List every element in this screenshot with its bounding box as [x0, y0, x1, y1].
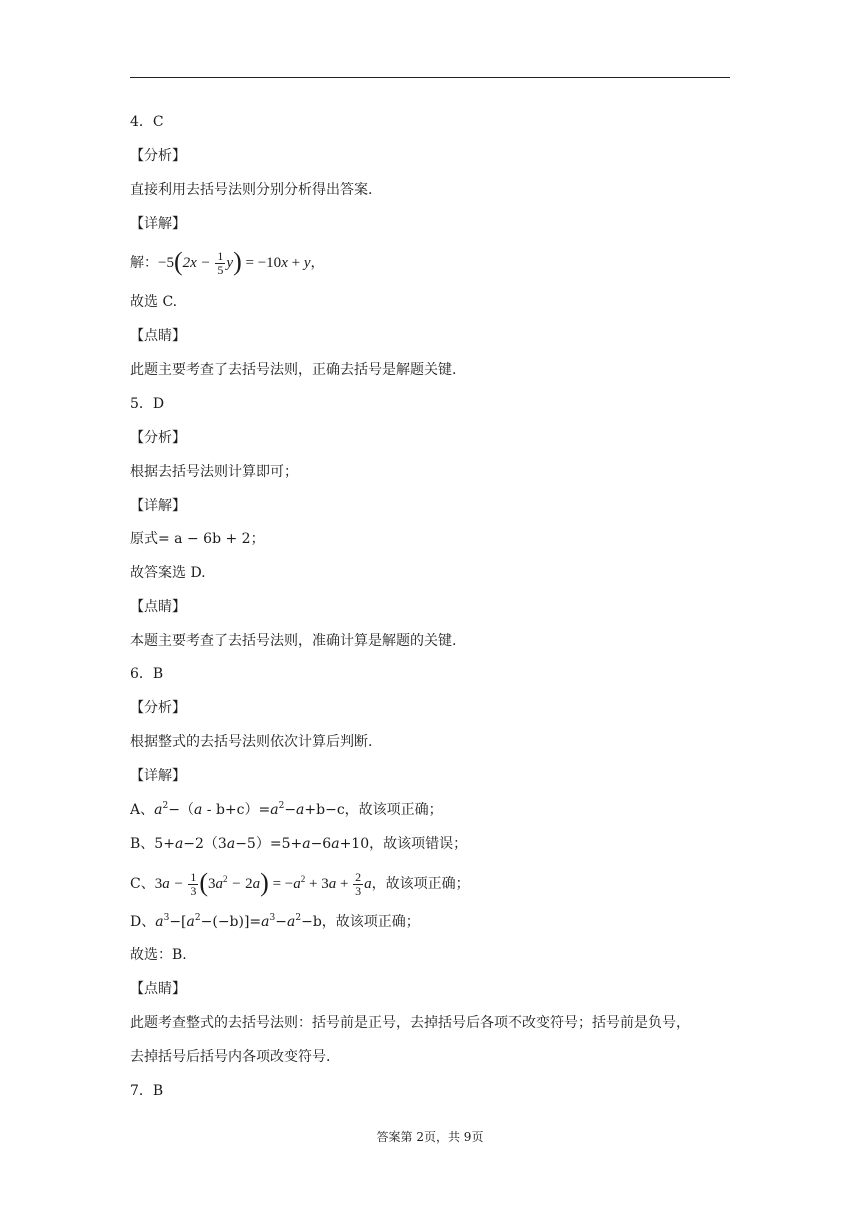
q6-heading: 6．B [130, 666, 164, 682]
q4-detail-tag: 【详解】 [130, 216, 186, 232]
q6-conclusion: 故选：B. [130, 947, 187, 963]
q5-conclusion: 故答案选 D. [130, 565, 206, 581]
q6-option-a: A、$a^2-(a - b+c)=a^2-a+b-c$，故该项正确； [130, 801, 443, 818]
q4-comment-text: 此题主要考查了去括号法则，正确去括号是解题关键. [130, 362, 457, 378]
q4-heading: 4．C [130, 114, 164, 130]
q5-detail-tag: 【详解】 [130, 498, 186, 514]
q4-comment-tag: 【点睛】 [130, 328, 186, 344]
q6-option-c-prefix: C、 [130, 875, 155, 892]
header-rule [130, 77, 730, 78]
q7-heading: 7．B [130, 1083, 164, 1099]
q5-analysis-text: 根据去括号法则计算即可； [130, 464, 298, 480]
q6-comment-text-2: 去掉括号后括号内各项改变符号. [130, 1049, 331, 1065]
page-footer: 答案第 2页，共 9页 [376, 1130, 484, 1144]
q4-analysis-tag: 【分析】 [130, 148, 186, 164]
q5-solution: 原式= a − 6b + 2； [130, 531, 265, 547]
q5-comment-text: 本题主要考查了去括号法则，准确计算是解题的关键. [130, 633, 457, 649]
q6-analysis-tag: 【分析】 [130, 700, 186, 716]
q6-option-b: B、5+a−2（3a−5）=5+a−6a+10，故该项错误； [130, 836, 468, 852]
fraction-two-thirds: $\frac{2}{3}$ [355, 870, 362, 898]
q5-heading: 5．D [130, 396, 165, 412]
q4-solution-suffix: ， [310, 254, 325, 271]
q4-analysis-text: 直接利用去括号法则分别分析得出答案. [130, 182, 373, 198]
q5-comment-tag: 【点睛】 [130, 599, 186, 615]
q6-comment-text-1: 此题考查整式的去括号法则：括号前是正号，去掉括号后各项不改变符号；括号前是负号， [130, 1015, 690, 1031]
q6-comment-tag: 【点睛】 [130, 981, 186, 997]
q4-formula: −5(2x − $\frac{1}{5}$ y) = −10x + y [158, 246, 311, 277]
q6-option-a-suffix: ，故该项正确； [344, 802, 443, 818]
q6-analysis-text: 根据整式的去括号法则依次计算后判断. [130, 734, 373, 750]
q5-analysis-tag: 【分析】 [130, 430, 186, 446]
q4-conclusion: 故选 C. [130, 294, 178, 310]
q6-detail-tag: 【详解】 [130, 768, 186, 784]
fraction-one-fifth: $\frac{1}{5}$ [217, 249, 224, 277]
q6-option-c [130, 867, 470, 898]
q6-option-b-suffix: ，故该项错误； [369, 836, 468, 852]
q6-option-c-formula: 3a − $\frac{1}{3}$ $(3a^2 - 2a) = -a^2 + 3a$ + $\frac{2}{3}$ a [154, 867, 372, 898]
q6-option-c-suffix: ，故该项正确； [371, 875, 470, 892]
q4-solution-prefix: 解： [130, 254, 158, 271]
q6-option-d-suffix: ，故该项正确； [321, 914, 420, 930]
fraction-one-third: $\frac{1}{3}$ [190, 870, 197, 898]
q4-solution [130, 246, 325, 277]
q6-option-d: D、$a^3-[a^2-(-b)]=a^3-a^2-b$，故该项正确； [130, 913, 420, 930]
